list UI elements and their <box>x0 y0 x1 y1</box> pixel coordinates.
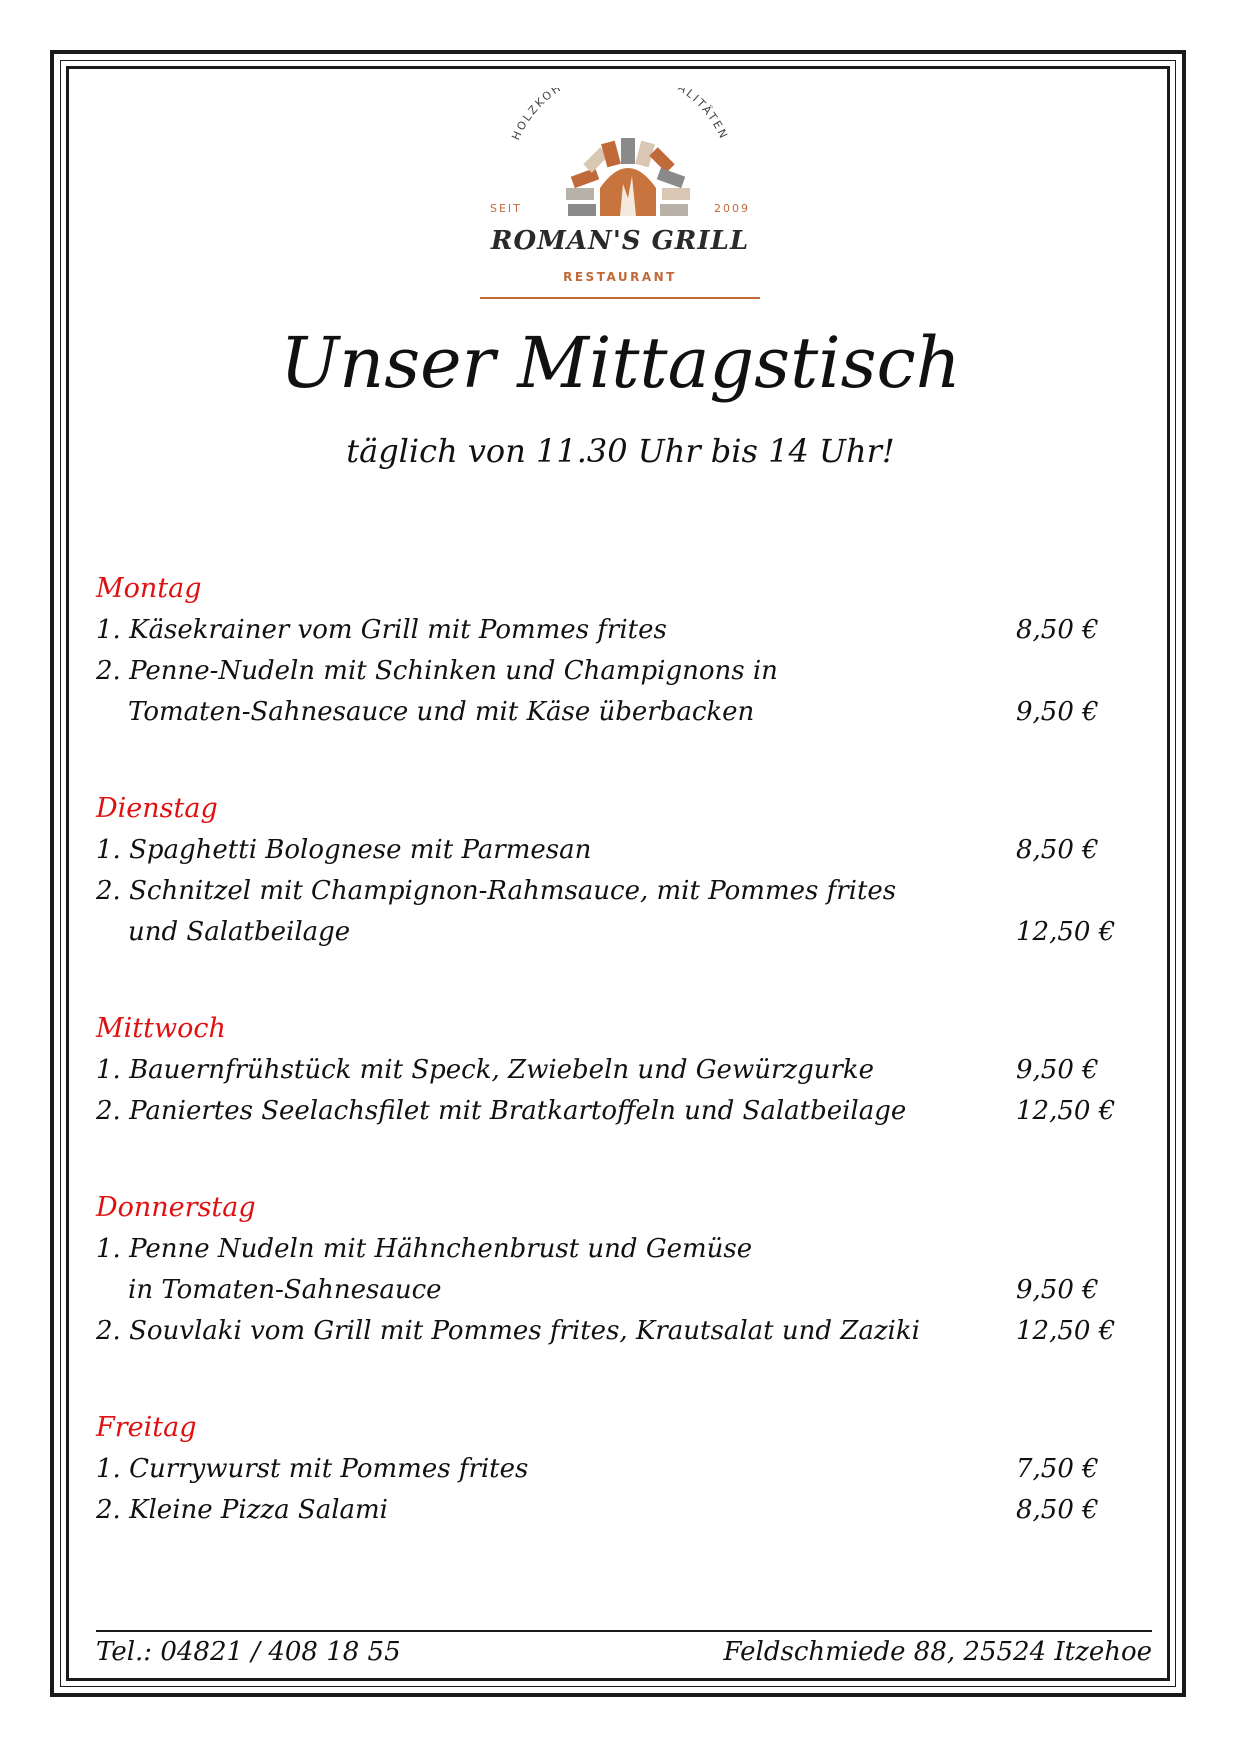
restaurant-logo <box>480 88 760 303</box>
menu-item-price: 8,50 € <box>1016 615 1099 645</box>
logo-since-label: SEIT <box>490 202 522 215</box>
menu-item-description: 2. Paniertes Seelachsfilet mit Bratkartoffeln und Salatbeilage <box>96 1096 907 1126</box>
menu-item-price: 12,50 € <box>1016 1096 1116 1126</box>
menu-item-price: 7,50 € <box>1016 1454 1099 1484</box>
day-section-montag <box>96 568 1156 733</box>
grill-oven-icon <box>566 138 690 216</box>
page-title: Unser Mittagstisch <box>280 322 961 404</box>
menu-item-description: 2. Kleine Pizza Salami <box>96 1495 388 1525</box>
footer <box>96 1632 1152 1672</box>
menu-item <box>96 871 1156 953</box>
menu-item-price: 8,50 € <box>1016 1495 1099 1525</box>
menu-item-description: 2. Schnitzel mit Champignon-Rahmsauce, mit Pommes frites <box>96 876 897 906</box>
menu-item <box>96 610 1156 651</box>
day-section-donnerstag <box>96 1187 1156 1352</box>
menu-item <box>96 1050 1156 1091</box>
svg-text:HOLZKOHLEGRILL - SPEZIALITÄTEN <box>509 88 731 142</box>
menu-item-description: 1. Käsekrainer vom Grill mit Pommes frites <box>96 615 667 645</box>
footer-address: Feldschmiede 88, 25524 Itzehoe <box>723 1637 1152 1667</box>
menu-item <box>96 1490 1156 1531</box>
logo-subtitle: RESTAURANT <box>563 270 677 284</box>
menu-item-price: 9,50 € <box>1016 697 1099 727</box>
menu-item-description: 1. Spaghetti Bolognese mit Parmesan <box>96 835 592 865</box>
menu-item-price: 8,50 € <box>1016 835 1099 865</box>
day-section-dienstag <box>96 788 1156 953</box>
day-section-mittwoch <box>96 1008 1156 1132</box>
lunch-menu <box>96 568 1156 1586</box>
menu-item-description: 1. Penne Nudeln mit Hähnchenbrust und Gemüse <box>96 1234 753 1264</box>
menu-item-description: 2. Penne-Nudeln mit Schinken und Champignons in <box>96 656 778 686</box>
footer-phone: Tel.: 04821 / 408 18 55 <box>96 1637 401 1667</box>
day-heading: Donnerstag <box>96 1192 256 1223</box>
page-subtitle: täglich von 11.30 Uhr bis 14 Uhr! <box>346 432 895 470</box>
menu-item-description-cont: Tomaten-Sahnesauce und mit Käse überbacken <box>128 697 755 727</box>
day-heading: Mittwoch <box>96 1013 226 1044</box>
menu-item <box>96 1091 1156 1132</box>
menu-item-price: 12,50 € <box>1016 1316 1116 1346</box>
day-heading: Dienstag <box>96 793 218 824</box>
menu-item <box>96 830 1156 871</box>
menu-item-description: 1. Currywurst mit Pommes frites <box>96 1454 529 1484</box>
day-section-freitag <box>96 1407 1156 1531</box>
menu-item <box>96 1449 1156 1490</box>
menu-item-description: 1. Bauernfrühstück mit Speck, Zwiebeln und Gewürzgurke <box>96 1055 875 1085</box>
logo-year: 2009 <box>714 202 750 215</box>
menu-item-description: 2. Souvlaki vom Grill mit Pommes frites, Krautsalat und Zaziki <box>96 1316 920 1346</box>
menu-item-price: 12,50 € <box>1016 917 1116 947</box>
menu-item-price: 9,50 € <box>1016 1055 1099 1085</box>
menu-item <box>96 1311 1156 1352</box>
menu-item <box>96 651 1156 733</box>
menu-item-price: 9,50 € <box>1016 1275 1099 1305</box>
day-heading: Freitag <box>96 1412 197 1443</box>
logo-arc-text: HOLZKOH ALITÄTEN <box>509 88 731 143</box>
menu-item-description-cont: in Tomaten-Sahnesauce <box>128 1275 442 1305</box>
menu-item-description-cont: und Salatbeilage <box>128 917 351 947</box>
day-heading: Montag <box>96 573 202 604</box>
menu-item <box>96 1229 1156 1311</box>
logo-name: ROMAN'S GRILL <box>490 226 750 256</box>
